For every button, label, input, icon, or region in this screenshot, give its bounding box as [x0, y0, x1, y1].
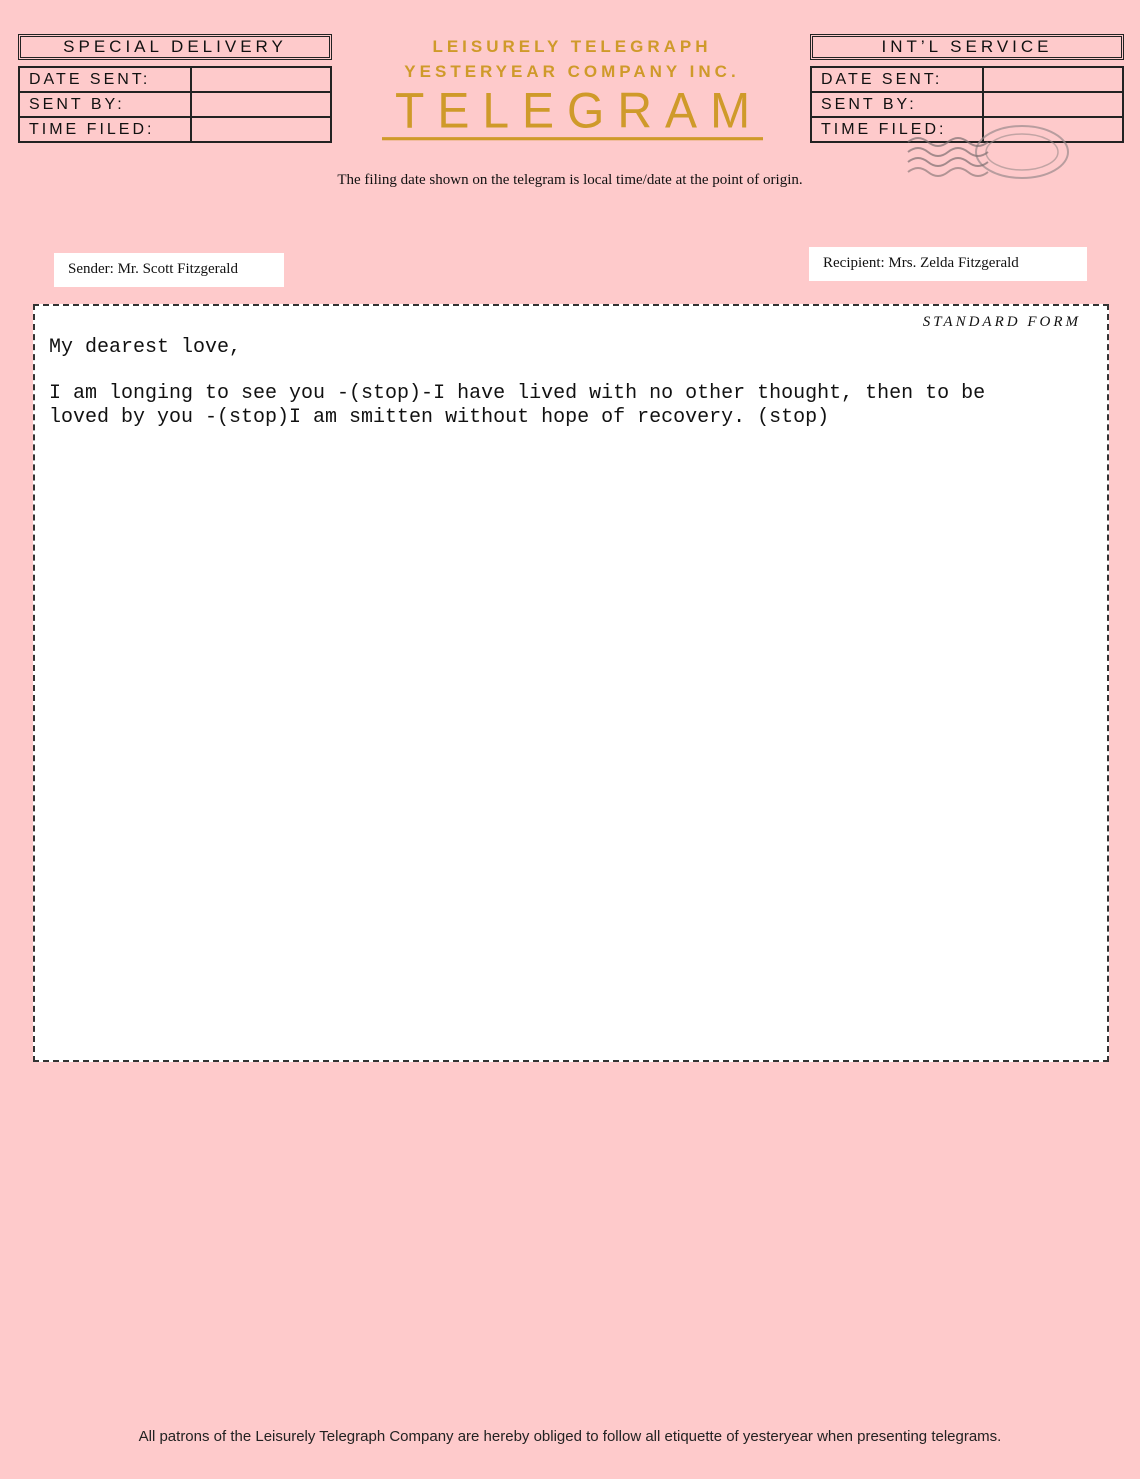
message-form[interactable] [33, 304, 1109, 1062]
company-name-line-2: YESTERYEAR COMPANY INC. [404, 62, 740, 81]
intl-sent-by-label: SENT BY: [812, 93, 984, 116]
time-filed-label: TIME FILED: [20, 118, 192, 141]
intl-date-sent-label: DATE SENT: [812, 68, 984, 91]
telegram-title: TELEGRAM [382, 87, 763, 141]
intl-sent-by-field[interactable] [984, 93, 1122, 116]
date-sent-field[interactable] [192, 68, 330, 91]
company-header [382, 34, 762, 139]
time-filed-field[interactable] [192, 118, 330, 141]
sender-field[interactable]: Sender: Mr. Scott Fitzgerald [54, 253, 284, 287]
date-sent-label: DATE SENT: [20, 68, 192, 91]
intl-time-filed-label: TIME FILED: [812, 118, 984, 141]
footer-notice: All patrons of the Leisurely Telegraph Company are hereby obliged to follow all etiquette of yesteryear when presenting telegrams. [138, 1428, 1002, 1445]
sent-by-row [20, 91, 330, 116]
time-filed-row [20, 116, 330, 141]
intl-service-title: INT’L SERVICE [810, 34, 1124, 60]
sent-by-field[interactable] [192, 93, 330, 116]
date-sent-row [20, 66, 330, 91]
message-body: I am longing to see you -(stop)-I have lived with no other thought, then to be loved by you -(stop)I am smitten without hope of recovery. (stop) [49, 382, 986, 429]
message-greeting: My dearest love, [49, 336, 242, 359]
special-delivery-title: SPECIAL DELIVERY [18, 34, 332, 60]
company-name-line-1: LEISURELY TELEGRAPH [432, 37, 712, 56]
special-delivery-box [18, 34, 332, 143]
sent-by-label: SENT BY: [20, 93, 192, 116]
filing-note: The filing date shown on the telegram is local time/date at the point of origin. [337, 172, 803, 188]
recipient-field[interactable]: Recipient: Mrs. Zelda Fitzgerald [809, 247, 1087, 281]
intl-sent-by-row [812, 91, 1122, 116]
intl-date-sent-field[interactable] [984, 68, 1122, 91]
intl-date-sent-row [812, 66, 1122, 91]
standard-form-label: STANDARD FORM [922, 314, 1081, 330]
special-delivery-fields [18, 66, 332, 143]
